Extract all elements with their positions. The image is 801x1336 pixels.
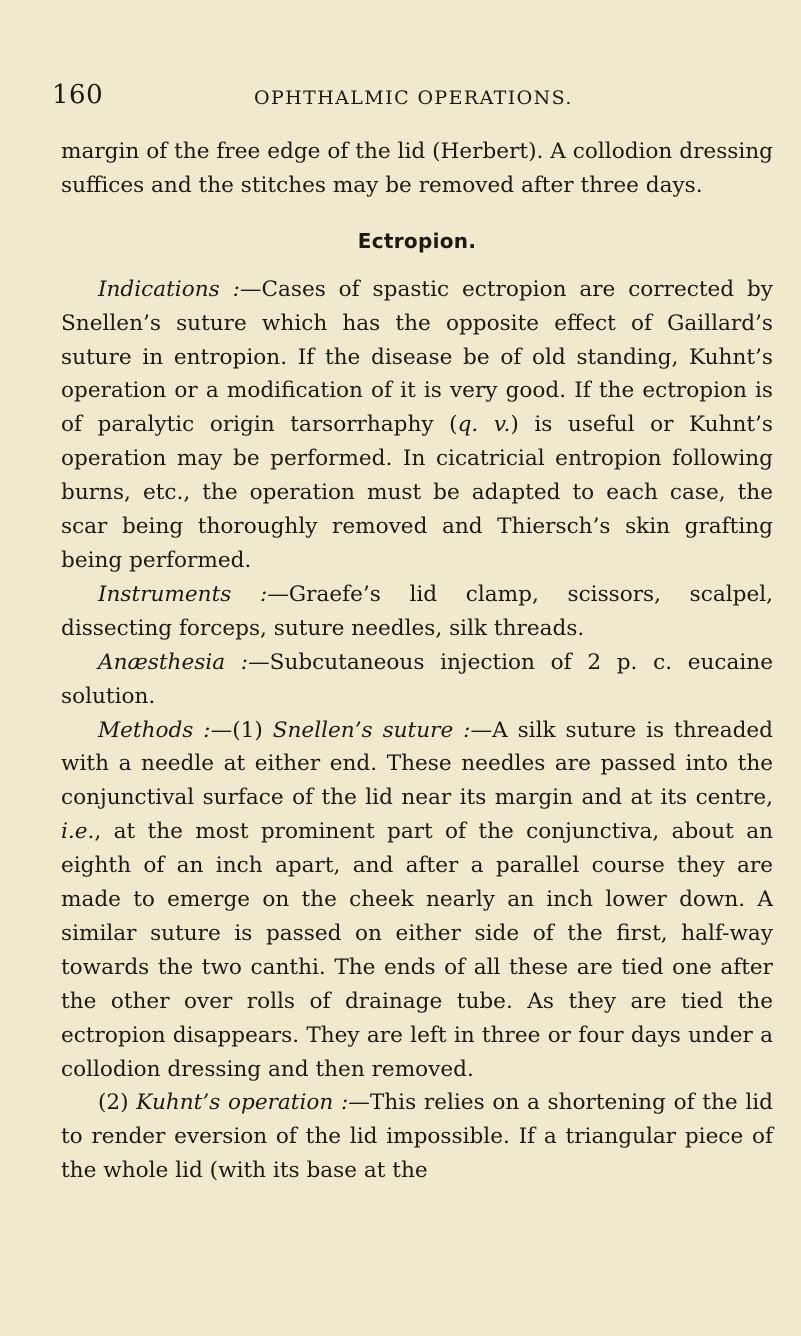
paragraph-sublead: Snellen’s suture :: [272, 717, 471, 743]
paragraph-text: —A silk suture is threaded with a needle at either end. These needles are passed into the conjunctival surface of the lid near its margin and at its centre,: [61, 717, 774, 811]
paragraph-methods: [61, 714, 773, 1087]
paragraph-lead: Methods :: [98, 717, 211, 743]
paragraph-text: —This relies on a shortening of the lid to render eversion of the lid impossible. If a triangular piece of the whole lid (with its base at the: [61, 1090, 773, 1184]
paragraph-text-continued: , at the most prominent part of the conjunctiva, about an eighth of an inch apart, and after a parallel course they are made to emerge on the cheek nearly an inch lower down. A similar suture is passed on either side of the first, half-way towards the two canthi. The ends of all these are tied one after the other over rolls of drainage tube. As they are tied the ectropion disappears. They are left in three or four days under a collodion dressing and then removed.: [61, 819, 773, 1082]
paragraph-indications: [61, 273, 773, 578]
page-number: 160: [52, 80, 104, 110]
continued-paragraph: margin of the free edge of the lid (Herbert). A collodion dressing suffices and the stitches may be removed after three days.: [61, 139, 773, 198]
paragraph-kuhnt: [61, 1086, 773, 1188]
paragraph-text: —Graefe’s lid clamp, scissors, scalpel, dissecting forceps, suture needles, silk threads.: [61, 581, 773, 641]
running-head: [0, 80, 801, 110]
running-title: OPHTHALMIC OPERATIONS.: [254, 87, 573, 109]
paragraph-sublead: Kuhnt’s operation :: [136, 1090, 349, 1116]
section-heading: Ectropion.: [357, 228, 477, 253]
paragraph-text: —Cases of spastic ectropion are corrected by Snellen’s suture which has the opposite effect of Gaillard’s suture in entropion. If the disease be of old standing, Kuhnt’s operation or a modification of it is very good. If the ectropion is of paralytic origin tarsorrhaphy (: [61, 276, 774, 438]
paragraph-reference: i.e.: [61, 819, 95, 845]
paragraph-lead: Indications :: [98, 276, 240, 302]
paragraph-number: —(1): [210, 717, 273, 743]
paragraph-reference: q. v.: [457, 412, 511, 438]
body-text: [61, 135, 773, 1188]
paragraph-number: (2): [98, 1090, 137, 1116]
paragraph-instruments: [61, 578, 773, 646]
paragraph-text-continued: ) is useful or Kuhnt’s operation may be performed. In cicatricial entropion following burns, etc., the operation must be adapted to each case, the scar being thoroughly removed and Thiersch’s skin grafting being performed.: [61, 412, 773, 573]
paragraph-lead: Instruments :: [98, 581, 268, 607]
paragraph-text: —Subcutaneous injection of 2 p. c. eucaine solution.: [61, 649, 773, 709]
paragraph-lead: Anæsthesia :: [98, 649, 249, 675]
paragraph-anaesthesia: [61, 646, 773, 714]
